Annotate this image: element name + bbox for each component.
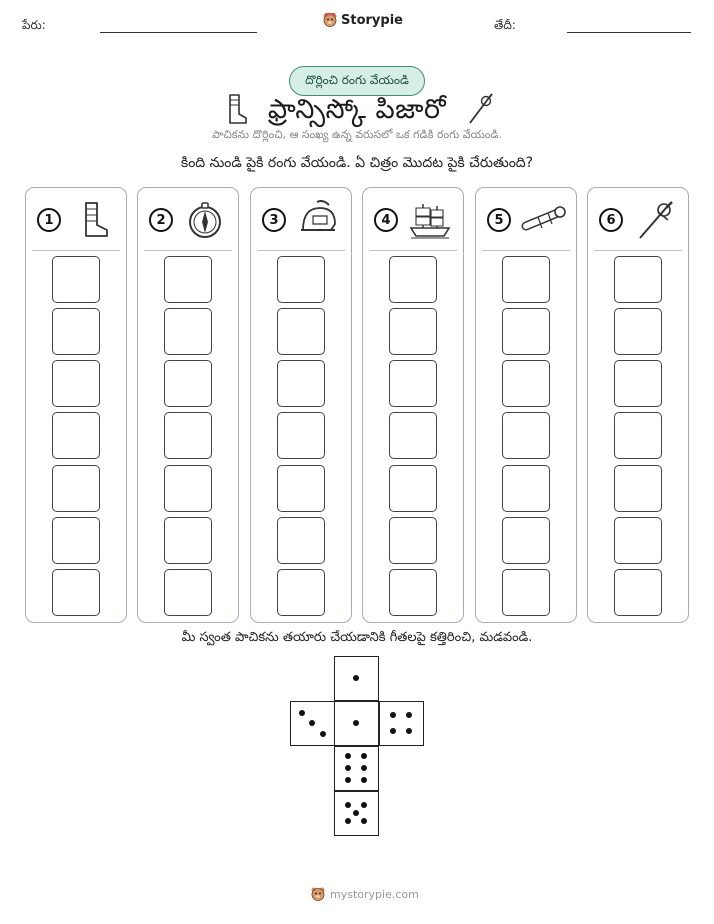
name-label: పేరు: bbox=[22, 18, 46, 32]
dice-pip bbox=[309, 720, 315, 726]
telescope-icon bbox=[520, 200, 566, 240]
column-2 bbox=[137, 187, 239, 623]
color-box[interactable] bbox=[52, 517, 100, 564]
compass-icon bbox=[182, 200, 228, 240]
ship-icon bbox=[407, 200, 453, 240]
column-divider bbox=[594, 250, 682, 251]
page-title: ఫ్రాన్సిస్కో పిజారో bbox=[267, 94, 447, 125]
brand-name: Storypie bbox=[341, 12, 403, 28]
dice-pip bbox=[345, 802, 351, 808]
dice-pip bbox=[345, 753, 351, 759]
color-box[interactable] bbox=[52, 569, 100, 616]
dice-face-1 bbox=[334, 701, 379, 746]
dice-face-4 bbox=[379, 701, 424, 746]
dice-face-6 bbox=[334, 746, 379, 791]
color-box[interactable] bbox=[277, 360, 325, 407]
dice-pip bbox=[361, 818, 367, 824]
color-box[interactable] bbox=[502, 569, 550, 616]
column-6 bbox=[587, 187, 689, 623]
color-box[interactable] bbox=[389, 412, 437, 459]
dice-face-1 bbox=[334, 656, 379, 701]
dice-pip bbox=[390, 712, 396, 718]
color-box[interactable] bbox=[52, 308, 100, 355]
color-box[interactable] bbox=[164, 569, 212, 616]
sword-icon bbox=[466, 92, 494, 126]
color-box[interactable] bbox=[164, 360, 212, 407]
color-box[interactable] bbox=[389, 569, 437, 616]
activity-subtitle: పాచికను దొర్లించి, ఆ సంఖ్య ఉన్న వరుసలో ఒక గడికి రంగు వేయండి. bbox=[212, 128, 502, 141]
footer-site: mystorypie.com bbox=[330, 887, 419, 901]
color-box[interactable] bbox=[164, 465, 212, 512]
bear-mascot-icon bbox=[310, 886, 326, 902]
helmet-icon bbox=[295, 200, 341, 240]
brand-logo bbox=[322, 12, 403, 28]
color-box[interactable] bbox=[52, 360, 100, 407]
column-divider bbox=[144, 250, 232, 251]
color-box[interactable] bbox=[614, 569, 662, 616]
dice-pip bbox=[353, 675, 359, 681]
dice-face-3 bbox=[290, 701, 335, 746]
dice-pip bbox=[361, 753, 367, 759]
color-box[interactable] bbox=[614, 360, 662, 407]
color-box[interactable] bbox=[502, 517, 550, 564]
color-box[interactable] bbox=[389, 308, 437, 355]
color-box[interactable] bbox=[502, 412, 550, 459]
color-box[interactable] bbox=[502, 256, 550, 303]
color-box[interactable] bbox=[277, 517, 325, 564]
color-box[interactable] bbox=[277, 465, 325, 512]
color-box[interactable] bbox=[614, 308, 662, 355]
color-box[interactable] bbox=[502, 308, 550, 355]
color-box[interactable] bbox=[52, 465, 100, 512]
column-divider bbox=[369, 250, 457, 251]
column-number: 5 bbox=[487, 208, 511, 232]
color-box[interactable] bbox=[164, 308, 212, 355]
activity-badge: దొర్లించి రంగు వేయండి bbox=[289, 66, 425, 96]
dice-pip bbox=[406, 712, 412, 718]
dice-instruction: మీ స్వంత పాచికను తయారు చేయడానికి గీతలపై కత్తిరించి, మడవండి. bbox=[181, 630, 533, 645]
boot-icon bbox=[70, 200, 116, 240]
column-5 bbox=[475, 187, 577, 623]
dice-pip bbox=[345, 765, 351, 771]
color-box[interactable] bbox=[502, 360, 550, 407]
color-box[interactable] bbox=[614, 465, 662, 512]
dice-pip bbox=[353, 720, 359, 726]
name-line bbox=[100, 32, 257, 33]
color-box[interactable] bbox=[164, 517, 212, 564]
bear-mascot-icon bbox=[322, 12, 338, 28]
dice-pip bbox=[345, 818, 351, 824]
column-number: 3 bbox=[262, 208, 286, 232]
column-3 bbox=[250, 187, 352, 623]
color-box[interactable] bbox=[52, 412, 100, 459]
color-box[interactable] bbox=[277, 308, 325, 355]
dice-pip bbox=[345, 777, 351, 783]
dice-pip bbox=[361, 765, 367, 771]
column-divider bbox=[257, 250, 345, 251]
column-4 bbox=[362, 187, 464, 623]
column-number: 4 bbox=[374, 208, 398, 232]
dice-face-5 bbox=[334, 791, 379, 836]
color-box[interactable] bbox=[389, 360, 437, 407]
sword-icon bbox=[632, 200, 678, 240]
column-divider bbox=[32, 250, 120, 251]
color-box[interactable] bbox=[389, 465, 437, 512]
dice-pip bbox=[361, 802, 367, 808]
date-label: తేదీ: bbox=[494, 18, 516, 32]
column-1 bbox=[25, 187, 127, 623]
dice-pip bbox=[299, 710, 305, 716]
dice-pip bbox=[361, 777, 367, 783]
color-box[interactable] bbox=[52, 256, 100, 303]
color-box[interactable] bbox=[277, 412, 325, 459]
color-box[interactable] bbox=[277, 569, 325, 616]
column-number: 2 bbox=[149, 208, 173, 232]
color-box[interactable] bbox=[502, 465, 550, 512]
color-box[interactable] bbox=[614, 412, 662, 459]
column-divider bbox=[482, 250, 570, 251]
column-number: 6 bbox=[599, 208, 623, 232]
column-number: 1 bbox=[37, 208, 61, 232]
activity-instruction: కింది నుండి పైకి రంగు వేయండి. ఏ చిత్రం మొదట పైకి చేరుతుంది? bbox=[180, 155, 534, 171]
dice-pip bbox=[390, 728, 396, 734]
color-box[interactable] bbox=[389, 256, 437, 303]
dice-pip bbox=[320, 731, 326, 737]
color-box[interactable] bbox=[614, 256, 662, 303]
color-box[interactable] bbox=[164, 412, 212, 459]
color-box[interactable] bbox=[614, 517, 662, 564]
dice-pip bbox=[353, 810, 359, 816]
dice-pip bbox=[406, 728, 412, 734]
footer bbox=[310, 886, 419, 902]
color-box[interactable] bbox=[277, 256, 325, 303]
color-box[interactable] bbox=[389, 517, 437, 564]
date-line bbox=[567, 32, 691, 33]
color-box[interactable] bbox=[164, 256, 212, 303]
